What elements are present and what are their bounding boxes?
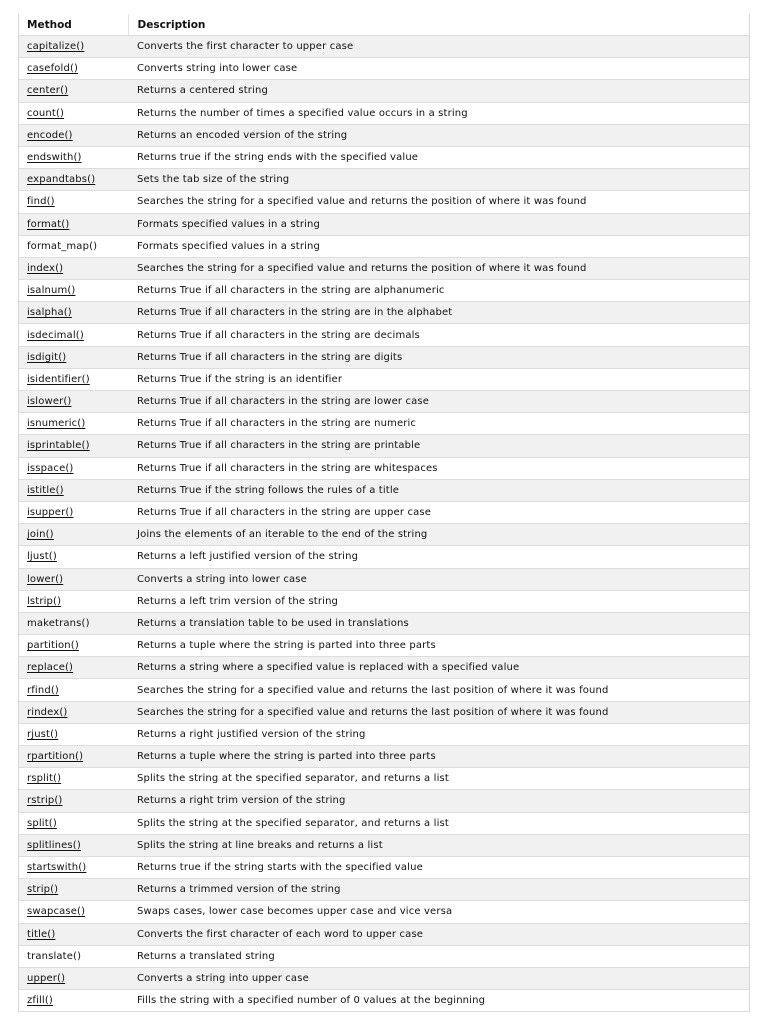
table-row [18,701,750,723]
table-row [18,80,750,102]
description-cell: Returns a string where a specified value is replaced with a specified value [128,657,750,679]
description-cell: Joins the elements of an iterable to the end of the string [128,524,750,546]
method-cell [18,879,128,901]
method-link[interactable]: partition() [27,640,79,652]
description-cell: Converts a string into upper case [128,967,750,989]
method-cell [18,501,128,523]
method-link[interactable]: isspace() [27,462,74,474]
description-cell: Returns true if the string starts with the specified value [128,856,750,878]
table-row [18,235,750,257]
method-link[interactable]: count() [27,107,65,119]
method-cell [18,324,128,346]
description-cell: Returns a trimmed version of the string [128,879,750,901]
method-link[interactable]: isupper() [27,507,74,519]
table-row [18,790,750,812]
table-row [18,635,750,657]
method-link[interactable]: capitalize() [27,41,85,53]
description-cell: Returns True if all characters in the string are alphanumeric [128,280,750,302]
method-cell [18,58,128,80]
table-row [18,391,750,413]
method-name: format_map() [27,240,98,252]
description-cell: Searches the string for a specified value and returns the position of where it was found [128,191,750,213]
description-cell: Returns a left justified version of the string [128,546,750,568]
table-row [18,812,750,834]
method-cell [18,768,128,790]
description-cell: Returns True if all characters in the string are whitespaces [128,457,750,479]
description-cell: Splits the string at line breaks and returns a list [128,834,750,856]
description-cell: Returns a left trim version of the string [128,590,750,612]
method-column-header: Method [18,14,128,36]
table-row [18,146,750,168]
method-cell [18,146,128,168]
method-link[interactable]: isalnum() [27,285,76,297]
description-cell: Returns a translation table to be used in translations [128,612,750,634]
method-cell [18,36,128,58]
method-cell [18,413,128,435]
table-row [18,879,750,901]
method-link[interactable]: rstrip() [27,795,63,807]
method-link[interactable]: expandtabs() [27,174,96,186]
description-cell: Returns the number of times a specified value occurs in a string [128,102,750,124]
method-link[interactable]: index() [27,262,64,274]
description-cell: Returns a centered string [128,80,750,102]
method-link[interactable]: isnumeric() [27,418,86,430]
method-link[interactable]: rjust() [27,728,59,740]
table-row [18,346,750,368]
description-cell: Returns true if the string ends with the specified value [128,146,750,168]
table-row [18,768,750,790]
method-name: translate() [27,950,82,962]
method-link[interactable]: islower() [27,396,72,408]
table-row [18,524,750,546]
description-cell: Splits the string at the specified separator, and returns a list [128,768,750,790]
description-cell: Swaps cases, lower case becomes upper case and vice versa [128,901,750,923]
method-cell [18,80,128,102]
method-cell [18,546,128,568]
method-cell [18,568,128,590]
table-header-row [18,14,750,36]
method-cell [18,524,128,546]
method-link[interactable]: rsplit() [27,773,62,785]
method-cell [18,967,128,989]
method-cell [18,435,128,457]
table-row [18,457,750,479]
method-cell [18,790,128,812]
method-link[interactable]: splitlines() [27,839,81,851]
description-cell: Converts the first character to upper case [128,36,750,58]
method-cell [18,679,128,701]
table-row [18,169,750,191]
method-link[interactable]: isdecimal() [27,329,84,341]
description-cell: Sets the tab size of the string [128,169,750,191]
method-link[interactable]: center() [27,85,69,97]
table-row [18,191,750,213]
table-row [18,324,750,346]
method-link[interactable]: encode() [27,129,73,141]
method-cell [18,213,128,235]
method-link[interactable]: lower() [27,573,64,585]
method-cell [18,657,128,679]
string-methods-table [18,14,750,1012]
method-link[interactable]: swapcase() [27,906,86,918]
method-link[interactable]: ljust() [27,551,57,563]
table-row [18,967,750,989]
description-cell: Formats specified values in a string [128,235,750,257]
description-cell: Returns a tuple where the string is parted into three parts [128,635,750,657]
method-cell [18,124,128,146]
table-row [18,856,750,878]
method-cell [18,923,128,945]
description-cell: Returns True if all characters in the string are printable [128,435,750,457]
table-row [18,124,750,146]
method-cell [18,457,128,479]
description-cell: Fills the string with a specified number of 0 values at the beginning [128,990,750,1012]
description-cell: Returns True if the string is an identifier [128,368,750,390]
method-link[interactable]: rindex() [27,706,68,718]
method-cell [18,635,128,657]
description-column-header: Description [128,14,750,36]
method-cell [18,723,128,745]
method-cell [18,479,128,501]
method-cell [18,102,128,124]
method-cell [18,368,128,390]
description-cell: Returns a right justified version of the string [128,723,750,745]
method-cell [18,746,128,768]
table-row [18,280,750,302]
description-cell: Splits the string at the specified separator, and returns a list [128,812,750,834]
table-row [18,546,750,568]
table-row [18,213,750,235]
method-cell [18,169,128,191]
description-cell: Returns an encoded version of the string [128,124,750,146]
method-link[interactable]: istitle() [27,484,64,496]
table-body [18,36,750,1012]
method-link[interactable]: replace() [27,662,74,674]
description-cell: Returns True if all characters in the string are digits [128,346,750,368]
table-row [18,479,750,501]
table-row [18,923,750,945]
description-cell: Returns a translated string [128,945,750,967]
table-row [18,590,750,612]
description-cell: Searches the string for a specified value and returns the last position of where it was found [128,679,750,701]
table-row [18,834,750,856]
method-cell [18,191,128,213]
method-link[interactable]: split() [27,817,57,829]
table-row [18,257,750,279]
method-cell [18,812,128,834]
description-cell: Returns a tuple where the string is parted into three parts [128,746,750,768]
method-link[interactable]: isidentifier() [27,373,90,385]
table-row [18,723,750,745]
method-link[interactable]: find() [27,196,55,208]
method-cell [18,346,128,368]
table-row [18,302,750,324]
method-cell [18,834,128,856]
table-row [18,102,750,124]
table-row [18,990,750,1012]
method-link[interactable]: isprintable() [27,440,90,452]
method-cell [18,856,128,878]
method-link[interactable]: casefold() [27,63,79,75]
table-row [18,36,750,58]
description-cell: Searches the string for a specified value and returns the last position of where it was found [128,701,750,723]
description-cell: Converts string into lower case [128,58,750,80]
method-cell [18,612,128,634]
method-cell [18,701,128,723]
table-row [18,679,750,701]
description-cell: Returns True if all characters in the string are upper case [128,501,750,523]
description-cell: Returns True if all characters in the string are in the alphabet [128,302,750,324]
method-cell [18,257,128,279]
method-link[interactable]: join() [27,529,54,541]
method-link[interactable]: rpartition() [27,751,84,763]
description-cell: Searches the string for a specified value and returns the position of where it was found [128,257,750,279]
string-methods-table-container [18,14,750,1012]
method-link[interactable]: format() [27,218,70,230]
description-cell: Formats specified values in a string [128,213,750,235]
method-cell [18,901,128,923]
method-name: maketrans() [27,617,90,629]
method-link[interactable]: isdigit() [27,351,67,363]
description-cell: Returns True if the string follows the rules of a title [128,479,750,501]
method-link[interactable]: upper() [27,972,66,984]
method-cell [18,391,128,413]
method-cell [18,235,128,257]
description-cell: Converts a string into lower case [128,568,750,590]
method-link[interactable]: isalpha() [27,307,72,319]
description-cell: Returns True if all characters in the string are numeric [128,413,750,435]
method-cell [18,590,128,612]
table-row [18,501,750,523]
method-cell [18,990,128,1012]
method-link[interactable]: zfill() [27,995,53,1007]
table-row [18,435,750,457]
method-link[interactable]: strip() [27,884,59,896]
method-cell [18,302,128,324]
table-row [18,368,750,390]
table-row [18,657,750,679]
description-cell: Returns True if all characters in the string are lower case [128,391,750,413]
method-link[interactable]: lstrip() [27,595,62,607]
table-row [18,568,750,590]
table-row [18,945,750,967]
method-cell [18,945,128,967]
table-row [18,413,750,435]
table-row [18,612,750,634]
method-link[interactable]: startswith() [27,862,87,874]
table-row [18,901,750,923]
method-cell [18,280,128,302]
description-cell: Returns True if all characters in the string are decimals [128,324,750,346]
table-row [18,746,750,768]
method-link[interactable]: endswith() [27,152,82,164]
description-cell: Returns a right trim version of the string [128,790,750,812]
table-row [18,58,750,80]
method-link[interactable]: title() [27,928,56,940]
description-cell: Converts the first character of each word to upper case [128,923,750,945]
method-link[interactable]: rfind() [27,684,59,696]
